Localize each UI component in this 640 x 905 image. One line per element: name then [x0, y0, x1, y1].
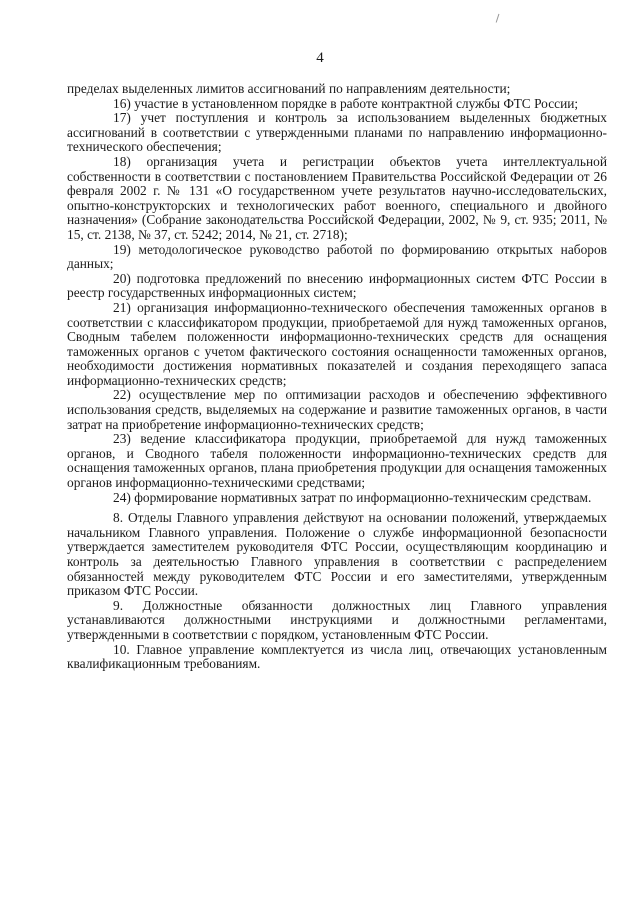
item-24: 24) формирование нормативных затрат по информационно-техническим средствам. [113, 489, 592, 505]
paragraph-continuation: пределах выделенных лимитов ассигнований по направлениям деятельности; [67, 81, 511, 96]
section-8: 8. Отделы Главного управления действуют на основании положений, утверждаемых начальником Главного управления. Положение о службе информационной безопасности утверждается заместителем руководителя ФТС России, осуществляющим координацию и контроль за деятельностью Главного управления в соответствии с распределением обязанностей между руководителем ФТС России и его заместителями, утвержденным приказом ФТС России. [67, 510, 607, 599]
section-10: 10. Главное управление комплектуется из числа лиц, отвечающих установленным квалификационным требованиям. [67, 641, 607, 672]
item-21: 21) организация информационно-технического обеспечения таможенных органов в соответствии с классификатором продукции, приобретаемой для нужд таможенных органов, Сводным табелем положенности информационно-технических средств для оснащения таможенных органов с учетом фактического состояния оснащенности таможенных органов, необходимости достижения нормативных показателей и создания переходящего запаса информационно-технических средств; [67, 299, 607, 388]
item-18: 18) организация учета и регистрации объектов учета интеллектуальной собственности в соответствии с постановлением Правительства Российской Федерации от 26 февраля 2002 г. № 131 «О государственном учете результатов научно-исследовательских, опытно-конструкторских и технологических работ военного, специального и двойного назначения» (Собрание законодательства Российской Федерации, 2002, № 9, ст. 935; 2011, № 15, ст. 2138, № 37, ст. 5242; 2014, № 21, ст. 2718); [67, 153, 607, 242]
page-number: 4 [316, 50, 324, 66]
item-23: 23) ведение классификатора продукции, приобретаемой для нужд таможенных органов, и Сводного табеля положенности информационно-технических средств для оснащения таможенных органов, плана приобретения продукции для оснащения таможенных органов информационно-техническими средствами; [67, 431, 607, 491]
document-body [67, 82, 607, 672]
scan-mark [496, 14, 502, 23]
item-20: 20) подготовка предложений по внесению информационных систем ФТС России в реестр государственных информационных систем; [67, 270, 607, 301]
item-16: 16) участие в установленном порядке в работе контрактной службы ФТС России; [113, 95, 579, 111]
item-19: 19) методологическое руководство работой по формированию открытых наборов данных; [67, 241, 607, 272]
item-22: 22) осуществление мер по оптимизации расходов и обеспечению эффективного использования средств, выделяемых на содержание и развитие таможенных органов, в части затрат на приобретение информационно-технических средств; [67, 387, 607, 432]
item-17: 17) учет поступления и контроль за использованием выделенных бюджетных ассигнований в соответствии с утвержденными планами по направлению информационно-технического обеспечения; [67, 110, 607, 155]
section-9: 9. Должностные обязанности должностных лиц Главного управления устанавливаются должностными инструкциями и должностными регламентами, утвержденными в соответствии с порядком, установленным ФТС России. [67, 597, 607, 642]
